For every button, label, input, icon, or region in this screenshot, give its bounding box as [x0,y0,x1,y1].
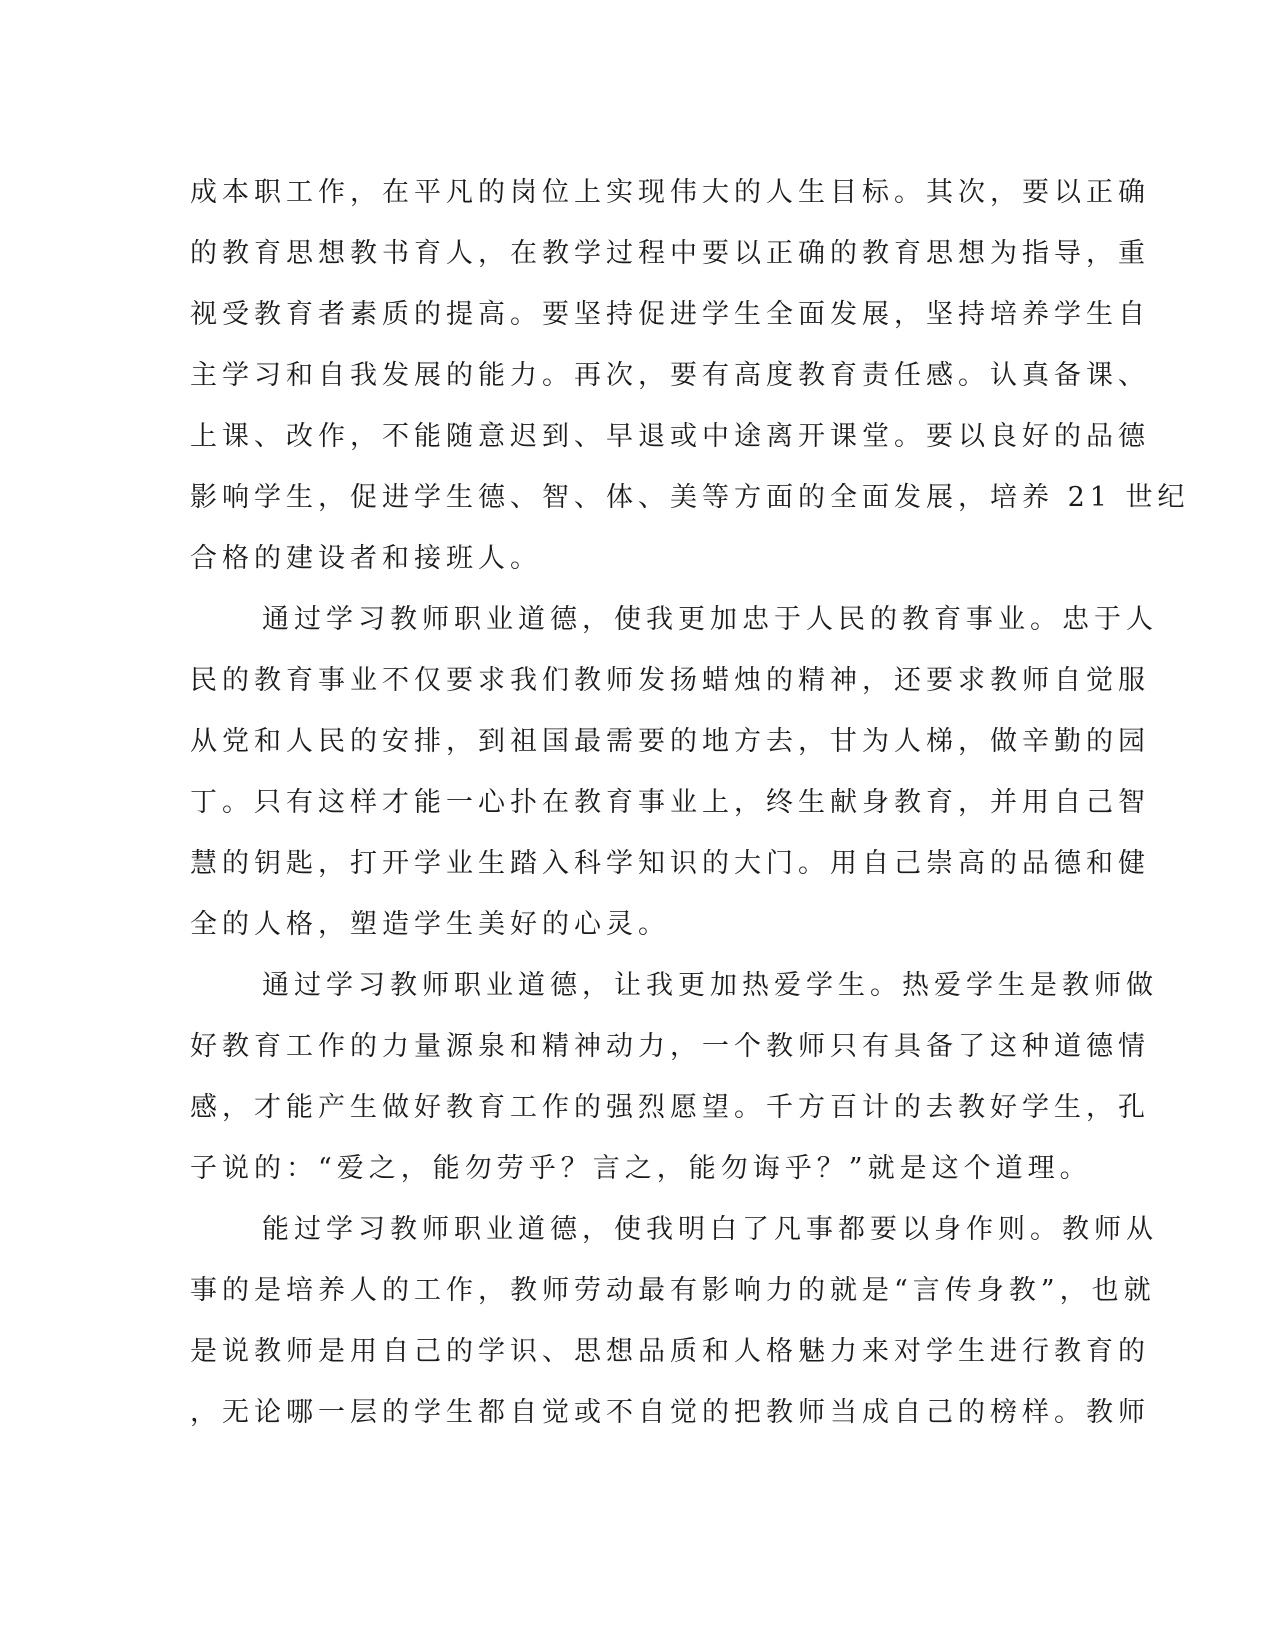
text-line: 丁。只有这样才能一心扑在教育事业上，终生献身教育，并用自己智 [190,787,1150,818]
body-text [190,162,1190,1443]
text-line: 的教育思想教书育人，在教学过程中要以正确的教育思想为指导，重 [190,238,1150,269]
text-line: 是说教师是用自己的学识、思想品质和人格魅力来对学生进行教育的 [190,1336,1150,1367]
text-line: 子说的：“爱之，能勿劳乎？言之，能勿诲乎？”就是这个道理。 [190,1153,1092,1184]
text-line: 上课、改作，不能随意迟到、早退或中途离开课堂。要以良好的品德 [190,421,1150,452]
text-line: 成本职工作，在平凡的岗位上实现伟大的人生目标。其次，要以正确 [190,177,1150,208]
paragraph-start-line: 通过学习教师职业道德，让我更加热爱学生。热爱学生是教师做 [262,970,1158,1001]
text-line: 民的教育事业不仅要求我们教师发扬蜡烛的精神，还要求教师自觉服 [190,665,1150,696]
text-line: 事的是培养人的工作，教师劳动最有影响力的就是“言传身教”，也就 [190,1275,1156,1306]
text-line: 视受教育者素质的提高。要坚持促进学生全面发展，坚持培养学生自 [190,299,1150,330]
text-line: 影响学生，促进学生德、智、体、美等方面的全面发展，培养 21 世纪 [190,482,1190,513]
text-line: 好教育工作的力量源泉和精神动力，一个教师只有具备了这种道德情 [190,1031,1150,1062]
text-line: 主学习和自我发展的能力。再次，要有高度教育责任感。认真备课、 [190,360,1150,391]
text-line: 全的人格，塑造学生美好的心灵。 [190,909,670,940]
paragraph-start-line: 通过学习教师职业道德，使我更加忠于人民的教育事业。忠于人 [262,604,1158,635]
text-line: 感，才能产生做好教育工作的强烈愿望。千方百计的去教好学生，孔 [190,1092,1150,1123]
text-line: 合格的建设者和接班人。 [190,543,542,574]
text-line: 慧的钥匙，打开学业生踏入科学知识的大门。用自己崇高的品德和健 [190,848,1150,879]
paragraph-start-line: 能过学习教师职业道德，使我明白了凡事都要以身作则。教师从 [262,1214,1158,1245]
text-line: 从党和人民的安排，到祖国最需要的地方去，甘为人梯，做辛勤的园 [190,726,1150,757]
text-line: ，无论哪一层的学生都自觉或不自觉的把教师当成自己的榜样。教师 [190,1397,1150,1428]
